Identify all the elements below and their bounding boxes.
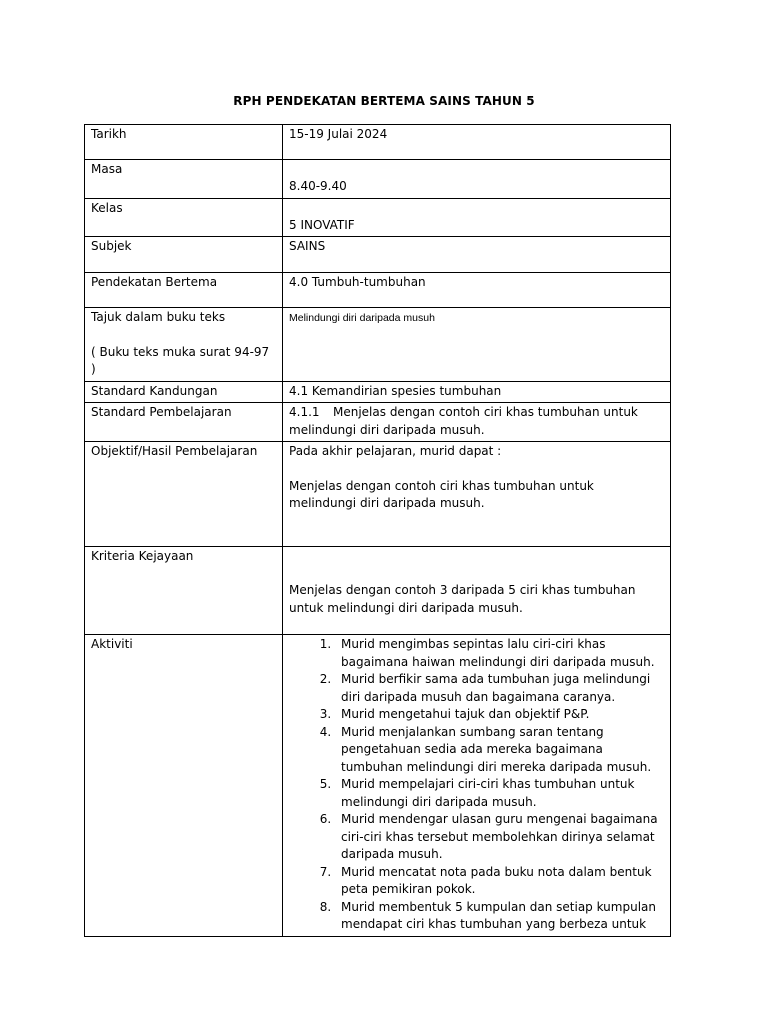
list-item: 7. Murid mencatat nota pada buku nota dalam bentuk peta pemikiran pokok. [335,864,664,899]
value-kriteria-cell [283,547,671,635]
table-row [85,125,671,160]
value-tajuk: Melindungi diri daripada musuh [289,312,435,324]
table-row [85,198,671,237]
table-row [85,308,671,382]
table-row [85,547,671,635]
standard-code: 4.1.1 [289,405,320,419]
label-standard-pembelajaran: Standard Pembelajaran [85,403,283,442]
value-standard-pembelajaran-cell [283,403,671,442]
table-row [85,442,671,547]
label-subjek: Subjek [85,237,283,273]
objektif-intro: Pada akhir pelajaran, murid dapat : [289,444,502,458]
table-row [85,381,671,403]
lesson-plan-table [84,124,671,937]
label-kelas: Kelas [85,198,283,237]
value-tarikh: 15-19 Julai 2024 [283,125,671,160]
value-masa: 8.40-9.40 [289,179,347,193]
label-tajuk-cell [85,308,283,382]
label-masa: Masa [85,160,283,199]
label-pendekatan: Pendekatan Bertema [85,273,283,308]
value-pendekatan: 4.0 Tumbuh-tumbuhan [283,273,671,308]
value-standard-kandungan: 4.1 Kemandirian spesies tumbuhan [283,381,671,403]
value-tajuk-cell [283,308,671,382]
label-kriteria: Kriteria Kejayaan [85,547,283,635]
table-row [85,237,671,273]
value-kelas-cell [283,198,671,237]
list-item: 6. Murid mendengar ulasan guru mengenai bagaimana ciri-ciri khas tersebut membolehkan dirinya selamat daripada musuh. [335,811,664,864]
label-aktiviti: Aktiviti [85,635,283,937]
list-item: 8. Murid membentuk 5 kumpulan dan setiap kumpulan mendapat ciri khas tumbuhan yang berbeza untuk [335,899,664,934]
label-objektif: Objektif/Hasil Pembelajaran [85,442,283,547]
table-row [85,273,671,308]
value-kelas: 5 INOVATIF [289,217,355,232]
list-item: 4. Murid menjalankan sumbang saran tentang pengetahuan sedia ada mereka bagaimana tumbuhan melindungi diri mereka daripada musuh. [335,724,664,777]
value-subjek: SAINS [283,237,671,273]
value-masa-cell [283,160,671,199]
value-aktiviti-cell [283,635,671,937]
list-item: 1. Murid mengimbas sepintas lalu ciri-ciri khas bagaimana haiwan melindungi diri daripada musuh. [335,636,664,671]
value-standard-pembelajaran: Menjelas dengan contoh ciri khas tumbuhan untuk melindungi diri daripada musuh. [289,405,638,437]
list-item: 5. Murid mempelajari ciri-ciri khas tumbuhan untuk melindungi diri daripada musuh. [335,776,664,811]
table-row [85,635,671,937]
label-tarikh: Tarikh [85,125,283,160]
value-objektif: Menjelas dengan contoh ciri khas tumbuhan untuk melindungi diri daripada musuh. [289,478,594,510]
label-tajuk: Tajuk dalam buku teks [91,310,226,324]
value-objektif-cell [283,442,671,547]
label-standard-kandungan: Standard Kandungan [85,381,283,403]
label-tajuk-note: ( Buku teks muka surat 94-97 ) [91,344,270,376]
document-title: RPH PENDEKATAN BERTEMA SAINS TAHUN 5 [233,94,535,108]
value-kriteria: Menjelas dengan contoh 3 daripada 5 ciri khas tumbuhan untuk melindungi diri daripada musuh. [289,583,636,615]
table-row [85,160,671,199]
list-item: 3. Murid mengetahui tajuk dan objektif P&P. [335,706,664,724]
activity-list [289,636,664,934]
table-row [85,403,671,442]
list-item: 2. Murid berfikir sama ada tumbuhan juga melindungi diri daripada musuh dan bagaimana caranya. [335,671,664,706]
